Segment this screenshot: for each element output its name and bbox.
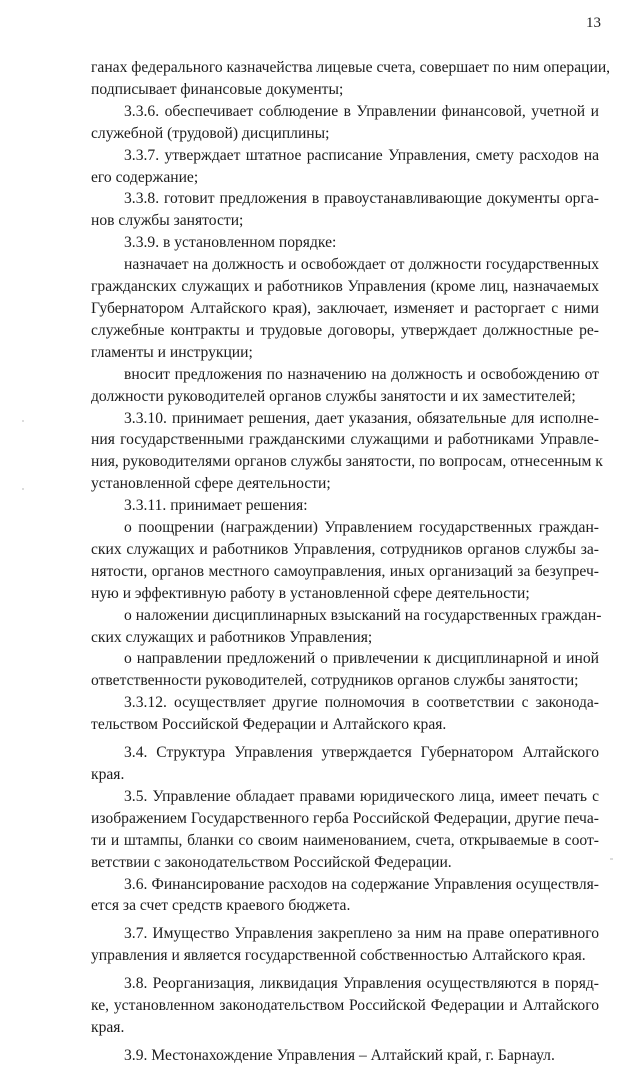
paragraph (91, 495, 599, 517)
text-line: 3.5. Управление обладает правами юридического лица, имеет печать с (124, 787, 599, 805)
text-line: его содержание; (91, 168, 199, 186)
text-line: 3.3.9. в установленном порядке: (124, 234, 337, 252)
text-line: 3.3.10. принимает решения, дает указания, обязательные для исполне- (124, 409, 599, 427)
scan-artifact (22, 420, 24, 422)
text-line: ских служащих и работников Управления, сотрудников органов службы за- (91, 540, 599, 558)
paragraph (91, 145, 599, 189)
paragraph (91, 232, 599, 254)
paragraph (91, 973, 599, 1039)
text-line: края. (91, 1018, 125, 1036)
text-line: ответственности руководителей, сотрудников органов службы занятости; (91, 672, 579, 690)
paragraph (91, 188, 599, 232)
text-line: Губернатором Алтайского края), заключает, изменяет и расторгает с ними (91, 299, 599, 317)
document-body (91, 57, 611, 1067)
text-line: о направлении предложений о привлечении к дисциплинарной и иной (124, 650, 599, 668)
paragraph (91, 57, 611, 101)
text-line: подписывает финансовые документы; (91, 80, 344, 98)
scan-artifact (610, 858, 613, 860)
text-line: 3.3.11. принимает решения: (124, 497, 308, 515)
paragraph (91, 786, 599, 874)
text-line: нятости, органов местного самоуправления, иных организаций за безупреч- (91, 562, 599, 580)
text-line: тельством Российской Федерации и Алтайского края. (91, 716, 447, 734)
text-line: 3.7. Имущество Управления закреплено за ним на праве оперативного (124, 925, 599, 943)
text-line: гламенты и инструкции; (91, 343, 253, 361)
text-line: 3.6. Финансирование расходов на содержание Управления осуществля- (124, 875, 599, 893)
text-line: ке, установленном законодательством Российской Федерации и Алтайского (91, 997, 599, 1015)
paragraph (91, 254, 599, 364)
paragraph (91, 1045, 599, 1067)
text-line: ния, руководителями органов службы занятости, по вопросам, отнесенным к (91, 453, 603, 471)
paragraph (91, 692, 599, 736)
paragraph (91, 605, 602, 649)
text-line: 3.3.6. обеспечивает соблюдение в Управлении финансовой, учетной и (124, 102, 599, 120)
text-line: 3.9. Местонахождение Управления – Алтайский край, г. Барнаул. (124, 1046, 555, 1064)
text-line: установленной сфере деятельности; (91, 475, 331, 493)
text-line: 3.3.7. утверждает штатное расписание Управления, смету расходов на (124, 146, 599, 164)
text-line: ния государственными гражданскими служащими и работниками Управле- (91, 431, 599, 449)
text-line: о наложении дисциплинарных взысканий на государственных граждан- (124, 606, 602, 624)
text-line: края. (91, 766, 125, 783)
paragraph (91, 648, 599, 692)
paragraph (91, 364, 599, 408)
text-line: гражданских служащих и работников Управления (кроме лиц, назначаемых (91, 278, 599, 296)
text-line: ганах федерального казначейства лицевые счета, совершает по ним операции, (91, 59, 611, 76)
text-line: должности руководителей органов службы занятости и их заместителей; (91, 387, 576, 405)
text-line: назначает на должность и освобождает от должности государственных (124, 256, 599, 274)
paragraph (91, 408, 603, 496)
text-line: 3.3.12. осуществляет другие полномочия в соответствии с законода- (124, 694, 599, 712)
paragraph (91, 923, 599, 967)
scan-artifact (22, 488, 24, 490)
text-line: ную и эффективную работу в установленной сфере деятельности; (91, 584, 530, 602)
text-line: ти и штампы, бланки со своим наименованием, счета, открываемые в соот- (91, 831, 599, 849)
text-line: 3.3.8. готовит предложения в правоустанавливающие документы орга- (124, 190, 599, 208)
text-line: управления и является государственной собственностью Алтайского края. (91, 947, 586, 965)
text-line: о поощрении (награждении) Управлением государственных граждан- (124, 519, 599, 537)
text-line: ется за счет средств краевого бюджета. (91, 897, 351, 915)
paragraph (91, 101, 599, 145)
text-line: 3.8. Реорганизация, ликвидация Управления осуществляются в поряд- (124, 975, 599, 993)
text-line: ских служащих и работников Управления; (91, 628, 373, 646)
page-number: 13 (586, 15, 601, 31)
text-line: ветствии с законодательством Российской Федерации. (91, 853, 452, 871)
text-line: служебной (трудовой) дисциплины; (91, 124, 330, 142)
text-line: нов службы занятости; (91, 212, 244, 230)
paragraph (91, 517, 599, 605)
text-line: изображением Государственного герба Российской Федерации, другие печа- (91, 809, 599, 827)
paragraph (91, 742, 599, 786)
text-line: вносит предложения по назначению на должность и освобождению от (124, 365, 599, 383)
text-line: 3.4. Структура Управления утверждается Губернатором Алтайского (124, 744, 599, 762)
paragraph (91, 874, 599, 918)
text-line: служебные контракты и трудовые договоры, утверждает должностные ре- (91, 321, 599, 339)
